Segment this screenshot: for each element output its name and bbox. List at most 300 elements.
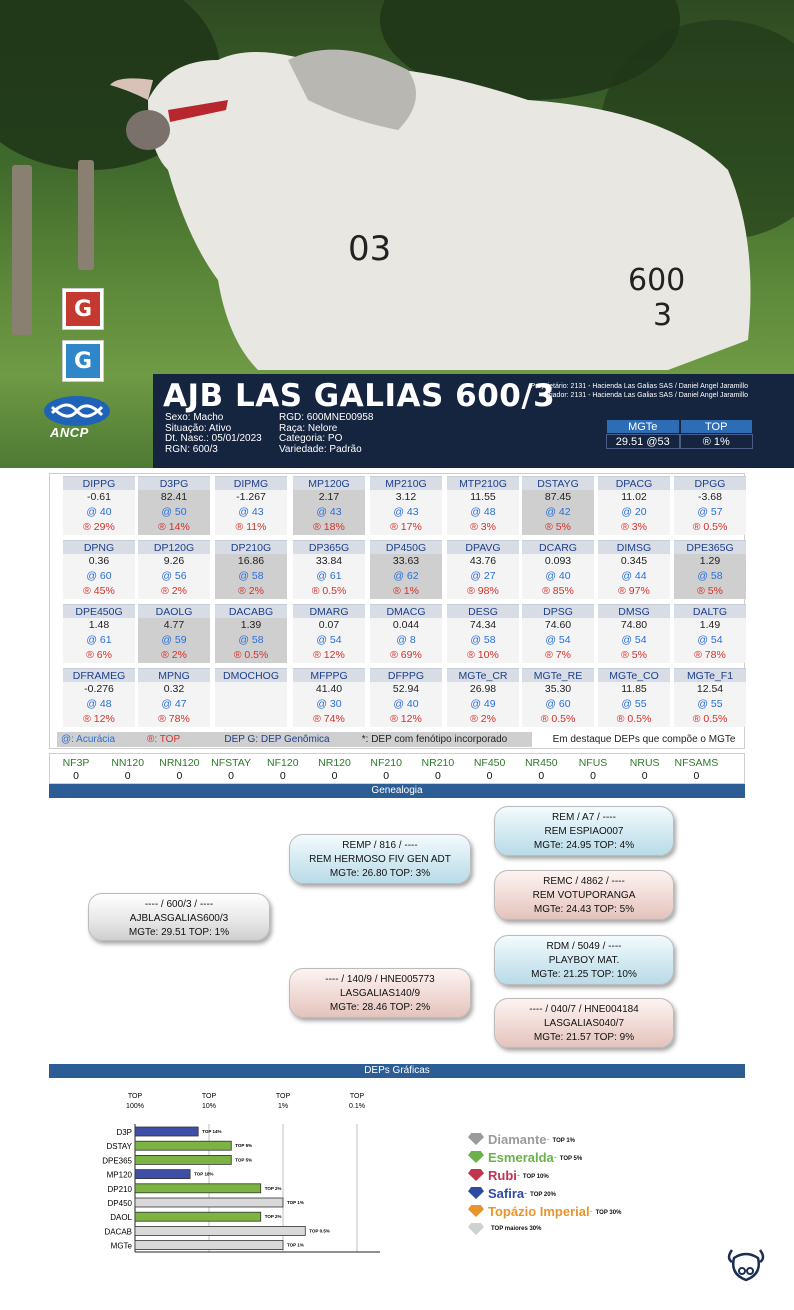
dep-label: DPE365G — [674, 540, 746, 554]
dep-top: ® 5% — [598, 648, 670, 663]
dep-value: 35.30 — [522, 682, 594, 697]
pedigree-mgte: MGTe: 24.43 TOP: 5% — [533, 904, 635, 915]
dep-value: -1.267 — [215, 490, 287, 505]
chart-tick-top: TOP — [201, 1093, 217, 1100]
info-variety: Variedade: Padrão — [279, 443, 362, 455]
chart-tick-top: TOP — [349, 1093, 365, 1100]
dep-cell-dpavg — [447, 540, 519, 599]
dep-top: ® 10% — [447, 648, 519, 663]
chart-data-label: TOP 18% — [194, 1171, 214, 1177]
dep-label: DPSG — [522, 604, 594, 618]
dep-top: ® 12% — [63, 712, 135, 727]
chart-category-label: DSTAY — [106, 1142, 132, 1152]
chart-bar-dacab — [135, 1226, 305, 1235]
gem-name: Safira — [488, 1185, 525, 1201]
dep-label: DESG — [447, 604, 519, 618]
pedigree-mgte: MGTe: 29.51 TOP: 1% — [128, 927, 230, 938]
dep-value: 11.55 — [447, 490, 519, 505]
chart-bar-d3p — [135, 1127, 198, 1136]
dep-value: 2.17 — [293, 490, 365, 505]
info-sex: Sexo: Macho — [165, 412, 224, 423]
dep-cell-dippg — [63, 476, 135, 535]
dep-accuracy: @ 49 — [447, 697, 519, 712]
top-header: TOP — [680, 419, 754, 434]
gem-key-row — [468, 1202, 668, 1220]
dep-value: 1.39 — [215, 618, 287, 633]
dep-cell-dframeg — [63, 668, 135, 727]
dep-top: ® 78% — [674, 648, 746, 663]
chart-category-label: DP450 — [107, 1199, 132, 1208]
dep-cell-dpe450g — [63, 604, 135, 663]
cow-mark-3: 3 — [653, 298, 673, 333]
dep-top: ® 0.5% — [293, 584, 365, 599]
dep-label: DPAVG — [447, 540, 519, 554]
dep-cell-dstayg — [522, 476, 594, 535]
nf-value: 0 — [279, 770, 286, 782]
mgte-value: 29.51 @53 — [606, 434, 680, 449]
dep-label: MFPPG — [293, 668, 365, 682]
gem-key-row — [468, 1166, 668, 1184]
chart-bar-dstay — [135, 1141, 231, 1150]
chart-tick-pct: 10% — [201, 1103, 217, 1110]
chart-tick-pct: 1% — [277, 1103, 289, 1110]
dep-value: 33.63 — [370, 554, 442, 569]
dep-top: ® 7% — [522, 648, 594, 663]
dep-value: 0.36 — [63, 554, 135, 569]
gem-icon — [468, 1151, 484, 1163]
gem-name: Diamante — [488, 1131, 547, 1147]
dep-accuracy: @ 8 — [370, 633, 442, 648]
chart-category-label: MGTe — [110, 1241, 132, 1251]
chart-bar-mgte — [135, 1241, 283, 1250]
dep-value: 87.45 — [522, 490, 594, 505]
dep-value: 16.86 — [215, 554, 287, 569]
owner-info — [530, 382, 748, 400]
dep-accuracy: @ 57 — [674, 505, 746, 520]
dep-value: 1.49 — [674, 618, 746, 633]
dep-accuracy: @ 56 — [138, 569, 210, 584]
dep-cell-dpng — [63, 540, 135, 599]
gem-top: TOP 1% — [552, 1138, 575, 1144]
pedigree-name: REM ESPIAO007 — [544, 826, 624, 837]
dep-cell-dmacg — [370, 604, 442, 663]
dep-label: DPE450G — [63, 604, 135, 618]
pedigree-name: AJBLASGALIAS600/3 — [129, 913, 229, 924]
dep-label: DFRAMEG — [63, 668, 135, 682]
gem-key-row — [468, 1184, 668, 1202]
dep-accuracy: @ 27 — [447, 569, 519, 584]
chart-tick-pct: 100% — [126, 1103, 144, 1110]
dep-top: ® 45% — [63, 584, 135, 599]
animal-info-right — [279, 413, 374, 455]
nf-value: 0 — [383, 770, 390, 782]
nf-value: 0 — [641, 770, 648, 782]
gem-top: TOP 10% — [522, 1174, 549, 1180]
dep-label: D3PG — [138, 476, 210, 490]
pedigree-id: ---- / 040/7 / HNE004184 — [529, 1004, 639, 1015]
dep-accuracy: @ 55 — [598, 697, 670, 712]
dep-label: MP210G — [370, 476, 442, 490]
nf-cell-nr210 — [412, 757, 464, 783]
dep-accuracy: @ 40 — [522, 569, 594, 584]
dep-cell-dfppg — [370, 668, 442, 727]
info-category: Categoria: PO — [279, 433, 343, 444]
dep-cell-dp365g — [293, 540, 365, 599]
chart-bar-daol — [135, 1212, 261, 1221]
dep-accuracy: @ 61 — [293, 569, 365, 584]
dep-value: 26.98 — [447, 682, 519, 697]
dep-value: -0.276 — [63, 682, 135, 697]
pedigree-dam-sire[interactable] — [494, 935, 674, 985]
nf-value: 0 — [176, 770, 183, 782]
nf-label: NR450 — [524, 757, 558, 769]
nf-cell-nrus — [619, 757, 671, 783]
nf-counts — [49, 753, 745, 784]
dep-value: 0.07 — [293, 618, 365, 633]
chart-category-label: D3P — [116, 1128, 132, 1137]
nf-value: 0 — [228, 770, 235, 782]
dep-top: ® 0.5% — [674, 712, 746, 727]
pedigree-id: ---- / 600/3 / ---- — [144, 899, 214, 910]
dep-accuracy: @ 43 — [293, 505, 365, 520]
dep-cell-mgte_cr — [447, 668, 519, 727]
mgte-header: MGTe — [606, 419, 680, 434]
dep-accuracy: @ 48 — [63, 697, 135, 712]
global-g1-logo: G — [62, 340, 104, 382]
dep-accuracy: @ 50 — [138, 505, 210, 520]
dep-top: ® 3% — [447, 520, 519, 535]
owner-line: Proprietário: 2131 - Hacienda Las Galias SAS / Daniel Angel Jaramillo — [530, 383, 748, 390]
dep-label: DACABG — [215, 604, 287, 618]
dep-value: 12.54 — [674, 682, 746, 697]
nf-value: 0 — [693, 770, 700, 782]
pedigree-name: REM HERMOSO FIV GEN ADT — [309, 854, 451, 865]
gem-name: Topázio Imperial — [488, 1203, 590, 1219]
dep-accuracy: @ 47 — [138, 697, 210, 712]
dep-top: ® 78% — [138, 712, 210, 727]
chart-category-label: DPE365 — [102, 1156, 132, 1166]
dep-accuracy: @ 58 — [447, 633, 519, 648]
pedigree-id: RDM / 5049 / ---- — [546, 941, 622, 952]
gem-name: Rubi — [488, 1167, 517, 1183]
gem-icon — [468, 1133, 484, 1145]
graph-title: DEPs Gráficas — [49, 1064, 745, 1078]
gem-name: Esmeralda — [488, 1149, 554, 1165]
dep-label: DFPPG — [370, 668, 442, 682]
dep-top: ® 1% — [370, 584, 442, 599]
gem-separator: - — [516, 1170, 520, 1180]
info-breed: Raça: Nelore — [279, 422, 338, 434]
dep-top: ® 0.5% — [598, 712, 670, 727]
cattle-icon — [724, 1244, 768, 1284]
dep-cell-dp450g — [370, 540, 442, 599]
dep-label: DMACG — [370, 604, 442, 618]
dep-label: MGTe_F1 — [674, 668, 746, 682]
pedigree-mgte: MGTe: 26.80 TOP: 3% — [329, 868, 431, 879]
pedigree-mgte: MGTe: 21.57 TOP: 9% — [533, 1032, 635, 1043]
dep-grid — [49, 473, 745, 749]
dep-accuracy: @ 61 — [63, 633, 135, 648]
chart-data-label: TOP 5% — [235, 1157, 253, 1163]
dep-top: ® 5% — [674, 584, 746, 599]
chart-data-label: TOP 1% — [287, 1200, 304, 1205]
cow-mark-600: 600 — [628, 263, 686, 298]
dep-label: DALTG — [674, 604, 746, 618]
legend-top: ®: TOP — [147, 732, 217, 747]
dep-accuracy: @ 43 — [215, 505, 287, 520]
dep-label: DPNG — [63, 540, 135, 554]
dep-accuracy: @ 60 — [522, 697, 594, 712]
pedigree-mgte: MGTe: 28.46 TOP: 2% — [329, 1002, 431, 1013]
dep-top: ® 29% — [63, 520, 135, 535]
dep-cell-daolg — [138, 604, 210, 663]
legend-acuracia: @: Acurácia — [57, 732, 181, 747]
nf-value: 0 — [538, 770, 545, 782]
chart-category-label: DP210 — [107, 1184, 132, 1194]
dep-label: MP120G — [293, 476, 365, 490]
dep-value: 9.26 — [138, 554, 210, 569]
nf-cell-nf3p — [50, 757, 102, 783]
chart-category-label: DAOL — [110, 1213, 132, 1223]
pedigree-dam[interactable] — [289, 968, 471, 1018]
dep-cell-mgte_co — [598, 668, 670, 727]
dep-value: 4.77 — [138, 618, 210, 633]
gem-key-row — [468, 1130, 668, 1148]
dep-label: DPACG — [598, 476, 670, 490]
pedigree-mgte: MGTe: 21.25 TOP: 10% — [531, 969, 637, 980]
dep-label: DSTAYG — [522, 476, 594, 490]
dep-cell-dpsg — [522, 604, 594, 663]
dep-value: 0.044 — [370, 618, 442, 633]
chart-data-label: TOP 2% — [264, 1185, 282, 1191]
nf-label: NF3P — [62, 757, 90, 769]
bull-illustration — [108, 40, 768, 370]
nf-label: NR120 — [318, 757, 351, 769]
gem-icon — [468, 1187, 484, 1199]
dep-top: ® 2% — [138, 648, 210, 663]
pedigree-sire[interactable] — [289, 834, 471, 884]
dep-value: 0.093 — [522, 554, 594, 569]
dep-accuracy: @ 54 — [522, 633, 594, 648]
dep-top: ® 2% — [138, 584, 210, 599]
dep-cell-dpe365g — [674, 540, 746, 599]
dep-label: MPNG — [138, 668, 210, 682]
dep-cell-dmochog — [215, 668, 287, 727]
dep-label: DP210G — [215, 540, 287, 554]
dep-value: 0.345 — [598, 554, 670, 569]
nf-cell-nf210 — [360, 757, 412, 783]
mgte-summary — [606, 419, 753, 449]
nf-label: NR210 — [421, 757, 455, 769]
dep-label: MTP210G — [447, 476, 519, 490]
dep-top: ® 85% — [522, 584, 594, 599]
legend-fenotipo: *: DEP com fenótipo incorporado — [337, 732, 532, 747]
gem-icon — [468, 1205, 484, 1217]
pedigree-id: REMC / 4862 / ---- — [543, 876, 625, 887]
dep-accuracy: @ 40 — [370, 697, 442, 712]
dep-accuracy: @ 54 — [674, 633, 746, 648]
dep-value: 74.60 — [522, 618, 594, 633]
dep-top: ® 0.5% — [215, 648, 287, 663]
breeder-line: Criador: 2131 - Hacienda Las Galias SAS / Daniel Angel Jaramillo — [543, 392, 748, 399]
info-rgd: RGD: 600MNE00958 — [279, 412, 374, 423]
dep-accuracy: @ 48 — [447, 505, 519, 520]
gem-icon — [468, 1223, 484, 1235]
dep-value: -0.61 — [63, 490, 135, 505]
pedigree-dam-dam[interactable] — [494, 998, 674, 1048]
dep-cell-dmsg — [598, 604, 670, 663]
nf-cell-nfus — [567, 757, 619, 783]
dep-accuracy: @ 58 — [674, 569, 746, 584]
dep-top: ® 69% — [370, 648, 442, 663]
dep-top: ® 98% — [447, 584, 519, 599]
dep-accuracy: @ 55 — [674, 697, 746, 712]
dep-top: ® 97% — [598, 584, 670, 599]
dep-top: ® 18% — [293, 520, 365, 535]
dep-accuracy: @ 58 — [215, 633, 287, 648]
dep-label: DAOLG — [138, 604, 210, 618]
gem-top: TOP maiores 30% — [491, 1226, 542, 1232]
dep-cell-dimsg — [598, 540, 670, 599]
dep-top: ® 0.5% — [522, 712, 594, 727]
dep-cell-d3pg — [138, 476, 210, 535]
chart-data-label: TOP 0.5% — [309, 1228, 330, 1234]
dep-accuracy: @ 30 — [293, 697, 365, 712]
dep-label: DP120G — [138, 540, 210, 554]
pedigree-animal[interactable] — [88, 893, 270, 941]
nf-cell-nf450 — [464, 757, 516, 783]
dep-value: 0.32 — [138, 682, 210, 697]
pedigree-id: ---- / 140/9 / HNE005773 — [325, 974, 435, 985]
nf-value: 0 — [486, 770, 493, 782]
dep-label: DMSG — [598, 604, 670, 618]
dep-label: DP365G — [293, 540, 365, 554]
pedigree-name: PLAYBOY MAT. — [548, 955, 620, 966]
chart-data-label: TOP 14% — [202, 1129, 222, 1134]
dep-label: MGTe_CR — [447, 668, 519, 682]
gem-top: TOP 20% — [530, 1192, 556, 1198]
nf-label: NF210 — [370, 757, 402, 769]
dep-accuracy: @ 43 — [370, 505, 442, 520]
dep-cell-dmarg — [293, 604, 365, 663]
dep-accuracy: @ 62 — [370, 569, 442, 584]
dep-value: -3.68 — [674, 490, 746, 505]
nf-label: NF450 — [473, 757, 506, 769]
dep-label: DIPMG — [215, 476, 287, 490]
gem-separator: - — [524, 1188, 528, 1198]
dep-label: DMARG — [293, 604, 365, 618]
dep-accuracy: @ 42 — [522, 505, 594, 520]
chart-tick-pct: 0.1% — [349, 1103, 365, 1110]
pedigree-mgte: MGTe: 24.95 TOP: 4% — [533, 840, 635, 851]
gem-separator: - — [553, 1152, 557, 1162]
legend-dep-g: DEP G: DEP Genômica — [217, 732, 337, 747]
dep-value: 1.48 — [63, 618, 135, 633]
gem-separator: - — [546, 1134, 550, 1144]
dep-top: ® 14% — [138, 520, 210, 535]
dep-label: MGTe_RE — [522, 668, 594, 682]
dep-top: ® 3% — [598, 520, 670, 535]
nf-cell-nfsams — [670, 757, 722, 783]
nf-label: NRUS — [629, 757, 660, 769]
dep-cell-dp120g — [138, 540, 210, 599]
header-band — [153, 374, 794, 468]
dep-label: DIMSG — [598, 540, 670, 554]
nf-label: NRN120 — [159, 757, 200, 769]
nf-cell-nrn120 — [153, 757, 205, 783]
dep-value: 74.80 — [598, 618, 670, 633]
dep-label: DMOCHOG — [215, 668, 287, 682]
dep-label: DP450G — [370, 540, 442, 554]
nf-value: 0 — [331, 770, 338, 782]
dep-cell-mp210g — [370, 476, 442, 535]
dep-cell-dp210g — [215, 540, 287, 599]
chart-tick-top: TOP — [275, 1093, 291, 1100]
dep-value: 3.12 — [370, 490, 442, 505]
info-rgn: RGN: 600/3 — [165, 443, 218, 455]
legend-destaque: Em destaque DEPs que compõe o MGTe — [552, 734, 736, 745]
chart-data-label: TOP 2% — [264, 1214, 282, 1220]
chart-bar-dpe365 — [135, 1155, 231, 1164]
dep-label: DCARG — [522, 540, 594, 554]
top-value: ® 1% — [680, 434, 754, 449]
ancp-label: ANCP — [50, 425, 89, 440]
gem-key-row — [468, 1220, 668, 1238]
nf-cell-nf120 — [257, 757, 309, 783]
dep-cell-mp120g — [293, 476, 365, 535]
gem-top: TOP 30% — [595, 1210, 622, 1216]
chart-data-label: TOP 5% — [235, 1143, 253, 1149]
dep-accuracy: @ 54 — [293, 633, 365, 648]
nf-label: NFSTAY — [211, 757, 252, 769]
dep-value: 52.94 — [370, 682, 442, 697]
dep-accuracy: @ 60 — [63, 569, 135, 584]
dep-accuracy: @ 54 — [598, 633, 670, 648]
dep-top — [215, 712, 287, 727]
dep-label: DPGG — [674, 476, 746, 490]
dep-top: ® 74% — [293, 712, 365, 727]
dep-value: 74.34 — [447, 618, 519, 633]
gem-key — [468, 1130, 668, 1238]
dep-cell-mfppg — [293, 668, 365, 727]
dep-accuracy: @ 20 — [598, 505, 670, 520]
pedigree-name: LASGALIAS140/9 — [339, 988, 421, 999]
pedigree-sire-dam[interactable] — [494, 870, 674, 920]
dep-value: 1.29 — [674, 554, 746, 569]
gem-separator: - — [589, 1206, 593, 1216]
dep-top: ® 11% — [215, 520, 287, 535]
chart-tick-top: TOP — [127, 1093, 143, 1100]
nf-cell-nn120 — [102, 757, 154, 783]
pedigree-name: REM VOTUPORANGA — [532, 890, 636, 901]
dep-top: ® 2% — [447, 712, 519, 727]
pedigree-id: REM / A7 / ---- — [552, 812, 616, 823]
animal-info-left — [165, 413, 262, 455]
animal-name: AJB LAS GALIAS 600/3 — [163, 378, 556, 414]
nf-label: NF120 — [267, 757, 299, 769]
pedigree-sire-sire[interactable] — [494, 806, 674, 856]
dep-top: ® 17% — [370, 520, 442, 535]
dep-accuracy: @ 59 — [138, 633, 210, 648]
global-g3-logo: G — [62, 288, 104, 330]
nf-label: NFSAMS — [674, 757, 719, 769]
dep-cell-dpacg — [598, 476, 670, 535]
chart-bar-dp450 — [135, 1198, 283, 1207]
dep-value: 82.41 — [138, 490, 210, 505]
dep-cell-desg — [447, 604, 519, 663]
dep-cell-daltg — [674, 604, 746, 663]
nf-value: 0 — [434, 770, 441, 782]
